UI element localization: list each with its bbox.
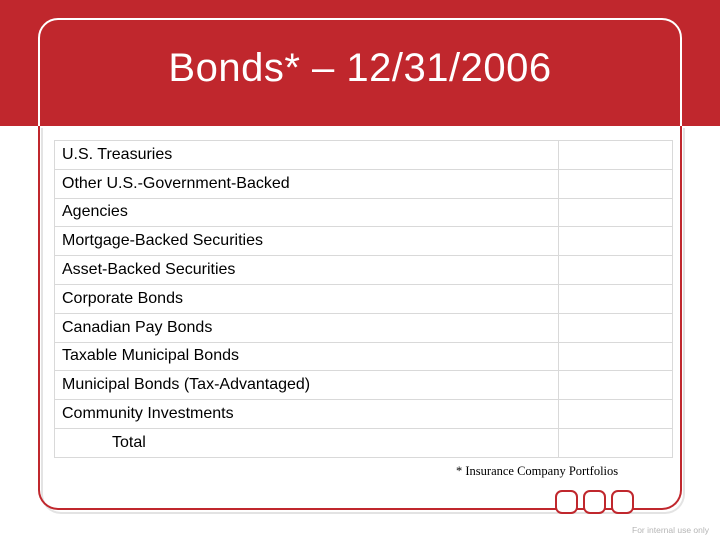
slide-title: Bonds* – 12/31/2006 — [168, 46, 552, 90]
row-label: Asset-Backed Securities — [55, 256, 559, 285]
row-value — [559, 342, 673, 371]
row-label: Community Investments — [55, 400, 559, 429]
row-value — [559, 141, 673, 170]
brand-square-icon — [555, 490, 578, 514]
row-value — [559, 256, 673, 285]
table-row — [55, 169, 673, 198]
total-value — [559, 428, 673, 457]
table-row — [55, 371, 673, 400]
table-row — [55, 141, 673, 170]
row-label: Corporate Bonds — [55, 284, 559, 313]
row-label: Agencies — [55, 198, 559, 227]
row-label: Municipal Bonds (Tax-Advantaged) — [55, 371, 559, 400]
row-value — [559, 198, 673, 227]
table-row — [55, 284, 673, 313]
table-row-total — [55, 428, 673, 457]
footnote: * Insurance Company Portfolios — [456, 464, 619, 478]
table-row — [55, 400, 673, 429]
total-label: Total — [55, 428, 559, 457]
internal-use-note: For internal use only — [632, 525, 710, 535]
row-label: Mortgage-Backed Securities — [55, 227, 559, 256]
row-label: Taxable Municipal Bonds — [55, 342, 559, 371]
brand-mark — [555, 490, 639, 519]
table-row — [55, 198, 673, 227]
table-row — [55, 227, 673, 256]
row-value — [559, 400, 673, 429]
brand-square-icon — [611, 490, 634, 514]
table-row — [55, 313, 673, 342]
row-label: U.S. Treasuries — [55, 141, 559, 170]
row-value — [559, 313, 673, 342]
row-label: Other U.S.-Government-Backed — [55, 169, 559, 198]
brand-square-icon — [583, 490, 606, 514]
row-value — [559, 371, 673, 400]
row-label: Canadian Pay Bonds — [55, 313, 559, 342]
bonds-table — [54, 140, 673, 458]
table-row — [55, 342, 673, 371]
table-row — [55, 256, 673, 285]
row-value — [559, 284, 673, 313]
row-value — [559, 169, 673, 198]
row-value — [559, 227, 673, 256]
